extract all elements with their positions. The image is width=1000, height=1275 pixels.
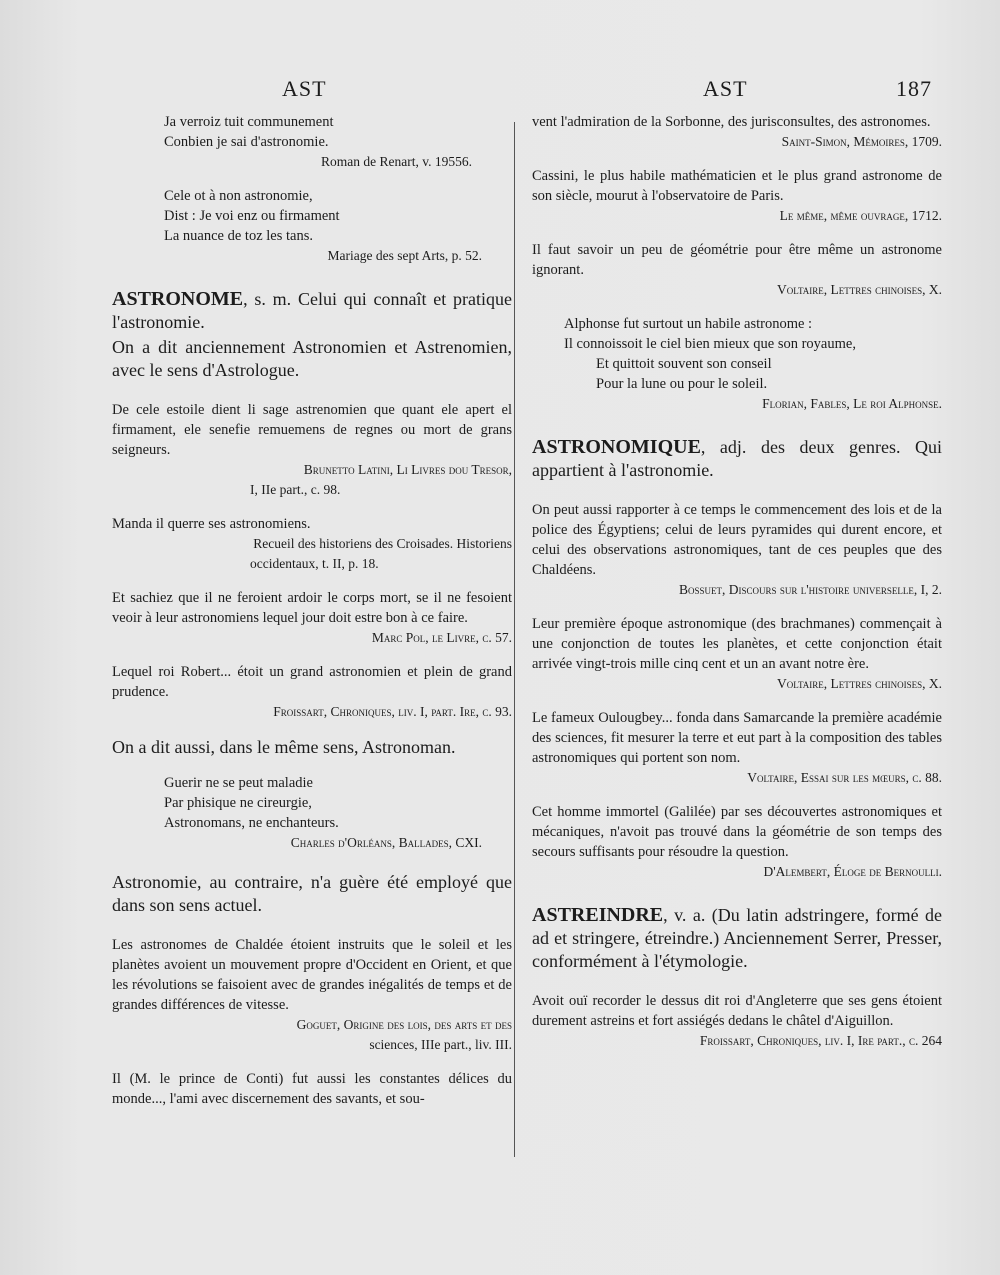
citation: I, IIe part., c. 98. bbox=[250, 482, 341, 497]
citation: Voltaire, Lettres chinoises, X. bbox=[777, 676, 942, 691]
quote: Cassini, le plus habile mathématicien et le plus grand astronome de son siècle, mourut à l'observatoire de Paris. bbox=[532, 168, 942, 204]
definition: , adj. des deux genres. Qui appartient à l'astronomie. bbox=[532, 437, 942, 480]
citation: Le même, même ouvrage, 1712. bbox=[779, 208, 942, 223]
citation: Recueil des historiens des Croisades. Historiens bbox=[253, 536, 512, 551]
citation: sciences, IIIe part., liv. III. bbox=[369, 1037, 512, 1052]
entry-note: On a dit anciennement Astronomien et Astrenomien, avec le sens d'Astrologue. bbox=[112, 337, 512, 380]
quote: Leur première époque astronomique (des brachmanes) commençait à une conjonction de toutes les planètes, et cette conjonction était arrivée vingt-trois mille cinq cent et un an avant notre ère. bbox=[532, 616, 942, 672]
citation: Froissart, Chroniques, liv. I, Ire part., c. 264 bbox=[699, 1033, 942, 1048]
verse-quote: Cele ot à non astronomie, Dist : Je voi enz ou firmament La nuance de toz les tans. bbox=[164, 188, 340, 244]
quote: Le fameux Oulougbey... fonda dans Samarcande la première académie des sciences, fit mesurer la terre et eut part à la composition des tables astronomiques qui portent son nom. bbox=[532, 710, 942, 766]
citation: Roman de Renart, v. 19556. bbox=[321, 154, 472, 169]
citation: Goguet, Origine des lois, des arts et des bbox=[296, 1017, 512, 1032]
citation: Brunetto Latini, Li Livres dou Tresor, bbox=[303, 462, 512, 477]
quote: vent l'admiration de la Sorbonne, des jurisconsultes, des astronomes. bbox=[532, 114, 931, 130]
quote: On peut aussi rapporter à ce temps le commencement des lois et de la police des Égyptiens; celui de leurs pyramides qui durent encore, et celui des observations astronomiques, tant de ces peuples que des Chaldéens. bbox=[532, 502, 942, 578]
running-head-center: AST bbox=[703, 76, 748, 101]
entry-astreindre bbox=[532, 904, 942, 973]
citation: Voltaire, Essai sur les mœurs, c. 88. bbox=[747, 770, 942, 785]
quote: Il (M. le prince de Conti) fut aussi les constantes délices du monde..., l'ami avec discernement des savants, et sou- bbox=[112, 1071, 512, 1107]
entry-astronomique bbox=[532, 436, 942, 482]
column-divider bbox=[514, 122, 515, 1157]
verse-quote: Ja verroiz tuit communement Conbien je sai d'astronomie. bbox=[164, 114, 334, 150]
entry-astronome bbox=[112, 288, 512, 334]
citation: Mariage des sept Arts, p. 52. bbox=[327, 248, 482, 263]
entry-note: Astronomie, au contraire, n'a guère été employé que dans son sens actuel. bbox=[112, 872, 512, 915]
entry-note: On a dit aussi, dans le même sens, Astronoman. bbox=[112, 737, 456, 757]
verse-quote: Guerir ne se peut maladie Par phisique ne cireurgie, Astronomans, ne enchanteurs. bbox=[164, 775, 339, 831]
quote: Il faut savoir un peu de géométrie pour être même un astronome ignorant. bbox=[532, 242, 942, 278]
headword: ASTRONOME bbox=[112, 288, 244, 310]
quote: Cet homme immortel (Galilée) par ses découvertes astronomiques et mécaniques, n'avoit pas trouvé dans la géométrie de son temps des secours suffisants pour résoudre la question. bbox=[532, 804, 942, 860]
definition: , s. m. Celui qui connaît et pratique l'astronomie. bbox=[112, 289, 512, 332]
quote: Lequel roi Robert... étoit un grand astronomien et plein de grand prudence. bbox=[112, 664, 512, 700]
quote: Avoit ouï recorder le dessus dit roi d'Angleterre que ses gens étoient durement astreins et fort assiégés dedans le châtel d'Aiguillon. bbox=[532, 993, 942, 1029]
headword: ASTRONOMIQUE bbox=[532, 436, 701, 458]
citation: D'Alembert, Éloge de Bernoulli. bbox=[763, 864, 942, 879]
quote: Manda il querre ses astronomiens. bbox=[112, 516, 311, 532]
verse-quote: Alphonse fut surtout un habile astronome : Il connoissoit le ciel bien mieux que son royaume, Et quittoit souvent son conseil Pour la lune ou pour le soleil. bbox=[564, 316, 856, 392]
citation: Voltaire, Lettres chinoises, X. bbox=[777, 282, 942, 297]
quote: Et sachiez que il ne feroient ardoir le corps mort, se il ne fesoient veoir à leur astronomiens lequel jour doit estre bon à ce faire. bbox=[112, 590, 512, 626]
citation: Saint-Simon, Mémoires, 1709. bbox=[781, 134, 942, 149]
quote: Les astronomes de Chaldée étoient instruits que le soleil et les planètes avoient un mouvement propre d'Occident en Orient, et que les révolutions se faisoient avec de grandes inégalités de temps et de grandes différences de vitesse. bbox=[112, 937, 512, 1013]
running-head-left: AST bbox=[282, 76, 327, 101]
headword: ASTREINDRE bbox=[532, 904, 664, 926]
left-column bbox=[112, 112, 512, 1109]
citation: occidentaux, t. II, p. 18. bbox=[250, 556, 379, 571]
quote: De cele estoile dient li sage astrenomien que quant ele apert el firmament, ele senefie remuemens de regnes ou mort de grans seigneurs. bbox=[112, 402, 512, 458]
right-column bbox=[532, 112, 942, 1051]
citation: Charles d'Orléans, Ballades, CXI. bbox=[290, 835, 482, 850]
citation: Froissart, Chroniques, liv. I, part. Ire, c. 93. bbox=[273, 704, 512, 719]
page-number: 187 bbox=[896, 76, 932, 101]
citation: Florian, Fables, Le roi Alphonse. bbox=[762, 396, 942, 411]
citation: Bossuet, Discours sur l'histoire universelle, I, 2. bbox=[678, 582, 942, 597]
definition: , v. a. (Du latin adstringere, formé de ad et stringere, étreindre.) Anciennement Serrer, Presser, conformément à l'étymologie. bbox=[532, 905, 942, 971]
citation: Marc Pol, le Livre, c. 57. bbox=[371, 630, 512, 645]
